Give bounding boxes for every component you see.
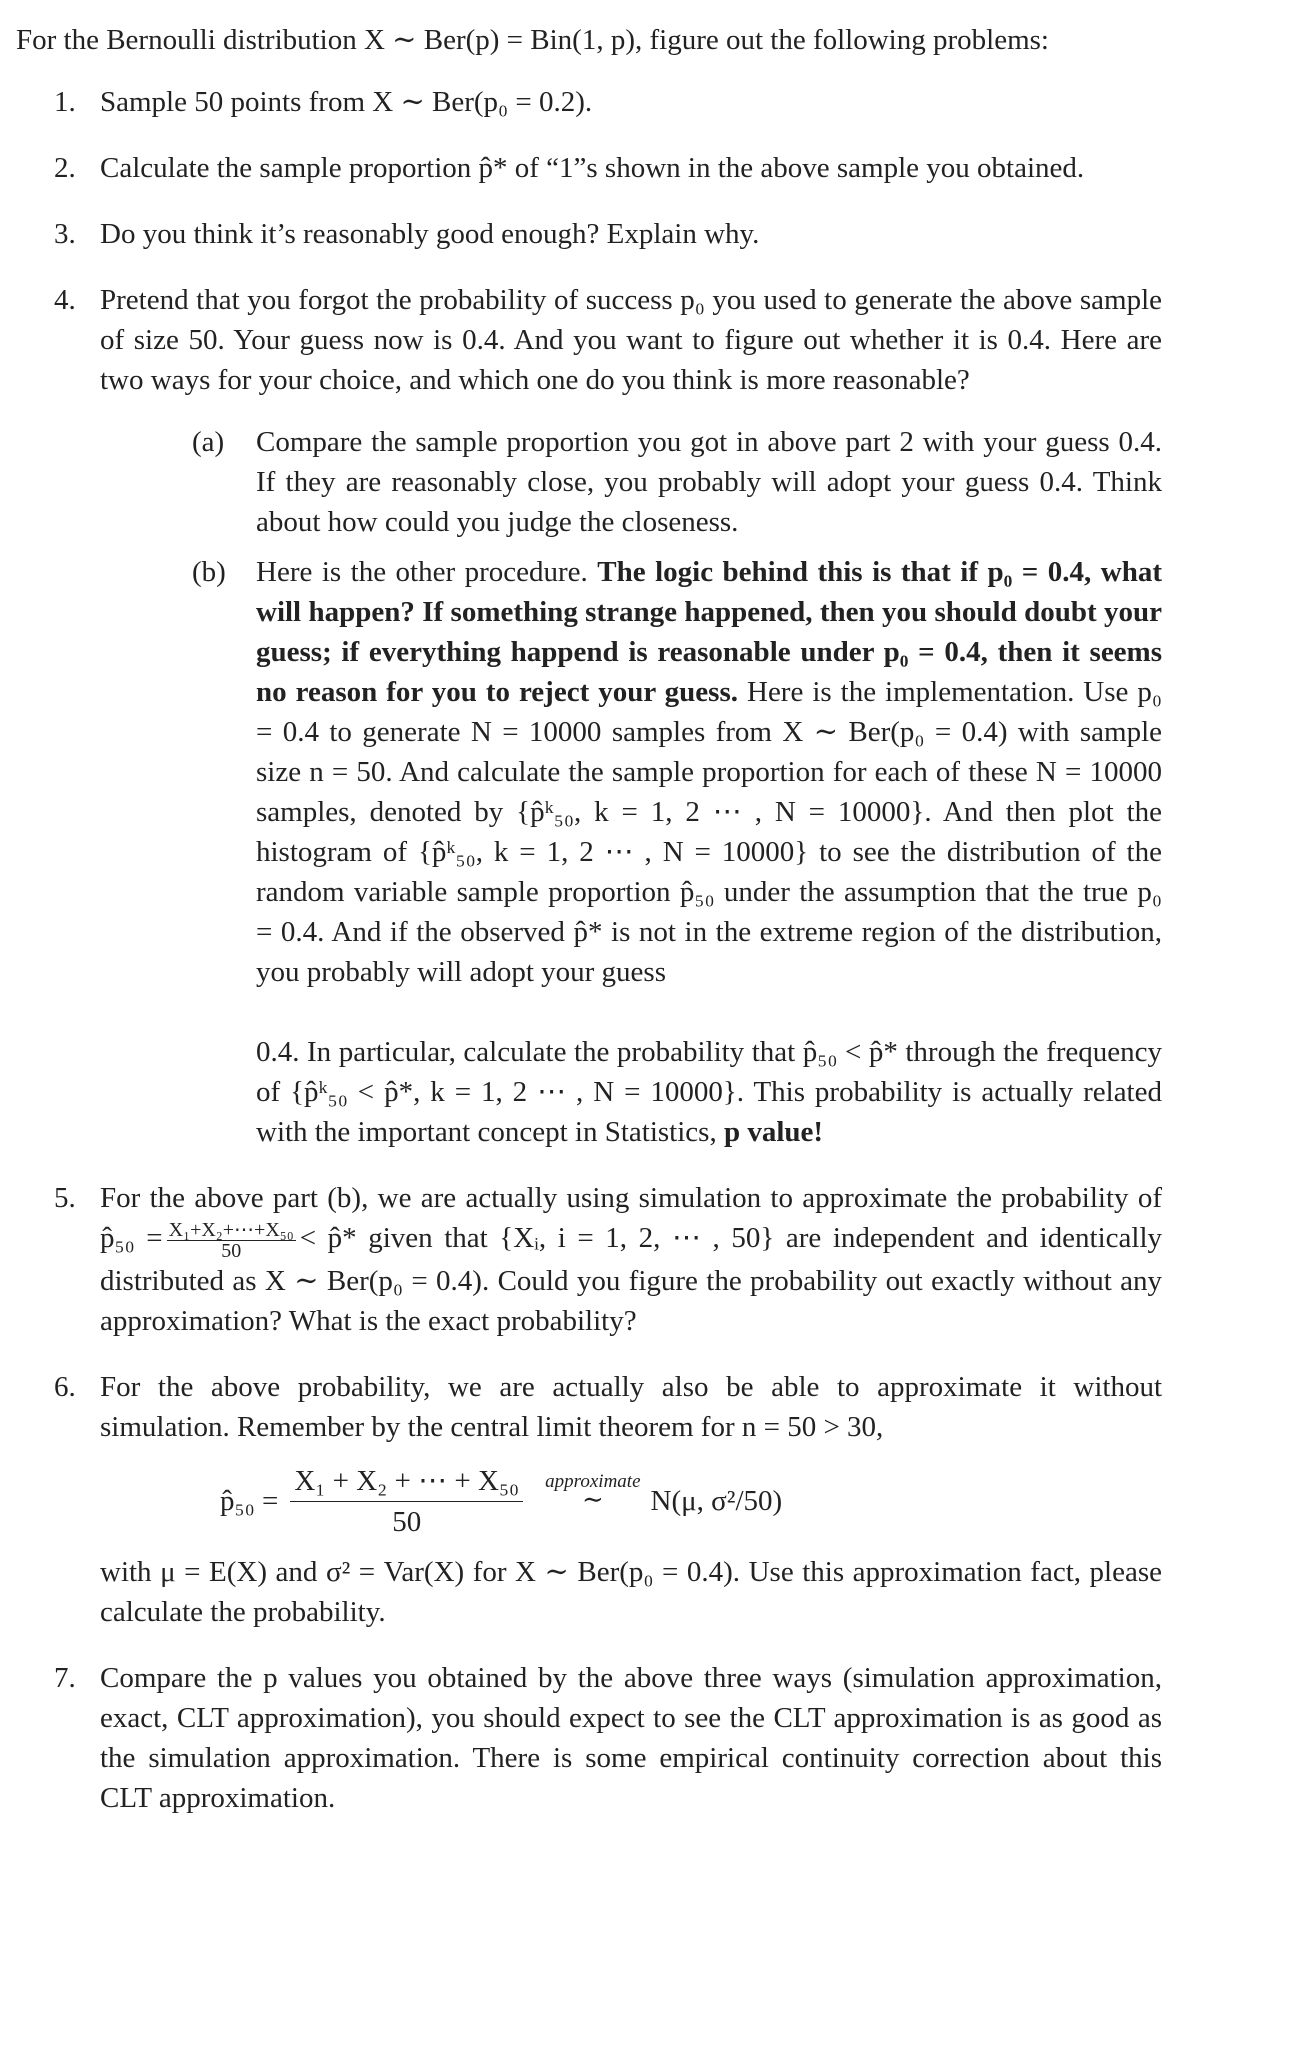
item-number: 3. — [54, 218, 76, 250]
equation-fraction — [290, 1461, 523, 1542]
approx-symbol — [545, 1471, 641, 1515]
equation-lhs: p̂₅₀ = — [220, 1485, 279, 1518]
item-number: 7. — [54, 1661, 76, 1694]
item-number: 6. — [54, 1370, 76, 1403]
fraction-numerator: X₁+X₂+⋯+X₅₀ — [168, 1218, 294, 1241]
intro-paragraph: For the Bernoulli distribution X ∼ Ber(p) = Bin(1, p), figure out the following problems: — [16, 24, 1049, 56]
fraction-numerator: X₁ + X₂ + ⋯ + X₅₀ — [290, 1461, 523, 1502]
item-text: For the above probability, we are actually also be able to approximate it without simulation. Remember by the central limit theorem for n = 50 > 30, — [100, 1370, 1162, 1443]
problem-2 — [16, 148, 1162, 188]
problem-4 — [16, 280, 1162, 1152]
subproblem-b — [100, 552, 1162, 1152]
item-text — [100, 1178, 1162, 1341]
problem-5 — [16, 1178, 1162, 1341]
sub-text — [256, 552, 1162, 992]
problem-3 — [16, 214, 1162, 254]
problem-7 — [16, 1658, 1162, 1818]
item-number: 1. — [54, 86, 76, 118]
sub-text-part: 0.4. In particular, calculate the probability that p̂₅₀ < p̂* through the frequency of {p̂ᵏ₅₀ < p̂*, k = 1, 2 ⋯ , N = 10000}. This probability is actually related with the important concept in Statistics, — [256, 1036, 1162, 1148]
item-number: 2. — [54, 152, 76, 184]
item-number: 4. — [54, 284, 76, 316]
fraction-denominator: 50 — [221, 1239, 242, 1262]
fraction-denominator: 50 — [392, 1505, 422, 1538]
tilde-icon: ∼ — [581, 1485, 604, 1515]
item-text-continued: with μ = E(X) and σ² = Var(X) for X ∼ Ber(p₀ = 0.4). Use this approximation fact, please calculate the probability. — [100, 1555, 1162, 1628]
item-text: Sample 50 points from X ∼ Ber(p₀ = 0.2). — [100, 86, 593, 118]
problem-list — [16, 82, 1162, 1818]
problem-1 — [16, 82, 1162, 122]
sub-text-part: Here is the implementation. Use p₀ = 0.4 to generate N = 10000 samples from X ∼ Ber(p₀ = 0.4) with sample size n = 50. And calculate the sample proportion for each of these N = 10000 samples, denoted by {p̂ᵏ₅₀, k = 1, 2 ⋯ , N = 10000}. And then plot the histogram of {p̂ᵏ₅₀, k = 1, 2 ⋯ , N = 10000} to see the distribution of the random variable sample proportion p̂₅₀ under the assumption that the true p₀ = 0.4. And if the observed p̂* is not in the extreme region of the distribution, you probably will adopt your guess — [256, 676, 1162, 988]
item-text: Calculate the sample proportion p̂* of “1”s shown in the above sample you obtained. — [100, 152, 1085, 184]
text-part: For the above part (b), we are actually using simulation to approximate the probability of p̂₅₀ = — [100, 1182, 1162, 1254]
item-text: Pretend that you forgot the probability of success p₀ you used to generate the above sample of size 50. Your guess now is 0.4. And you want to figure out whether it is 0.4. Here are two ways for your choice, and which one do you think is more reasonable? — [100, 284, 1162, 396]
bold-p-value: p value! — [723, 1116, 824, 1148]
sub-label: (a) — [192, 426, 225, 458]
sub-text: Compare the sample proportion you got in above part 2 with your guess 0.4. If they are reasonably close, you probably will adopt your guess 0.4. Think about how could you judge the closeness. — [256, 426, 1162, 538]
problem-6 — [16, 1367, 1162, 1632]
inline-fraction — [167, 1220, 296, 1261]
bold-logic-text: The logic behind this is that if p₀ = 0.4, what will happen? If something strange happened, then you should doubt your guess; if everything happend is reasonable under p₀ = 0.4, then it seems no reason for you to reject your guess. — [256, 556, 1162, 708]
item-text: Do you think it’s reasonably good enough? Explain why. — [100, 218, 760, 250]
text-part: < p̂* given that {Xᵢ, i = 1, 2, ⋯ , 50} are independent and identically distributed as X ∼ Ber(p₀ = 0.4). Could you figure the probability out exactly without any approximation? What is the exact probability? — [100, 1222, 1162, 1337]
equation-rhs: N(μ, σ²/50) — [650, 1485, 783, 1518]
item-text: Compare the p values you obtained by the above three ways (simulation approximation, exact, CLT approximation), you should expect to see the CLT approximation is as good as the simulation approximation. There is some empirical continuity correction about this CLT approximation. — [100, 1661, 1162, 1814]
sub-label: (b) — [192, 556, 226, 588]
display-equation — [220, 1461, 1162, 1542]
item-number: 5. — [54, 1182, 76, 1214]
approx-label: approximate — [545, 1471, 641, 1493]
subproblem-a — [100, 422, 1162, 542]
sub-text-part: Here is the other procedure. — [256, 556, 598, 588]
sub-text-continued — [256, 1032, 1162, 1152]
